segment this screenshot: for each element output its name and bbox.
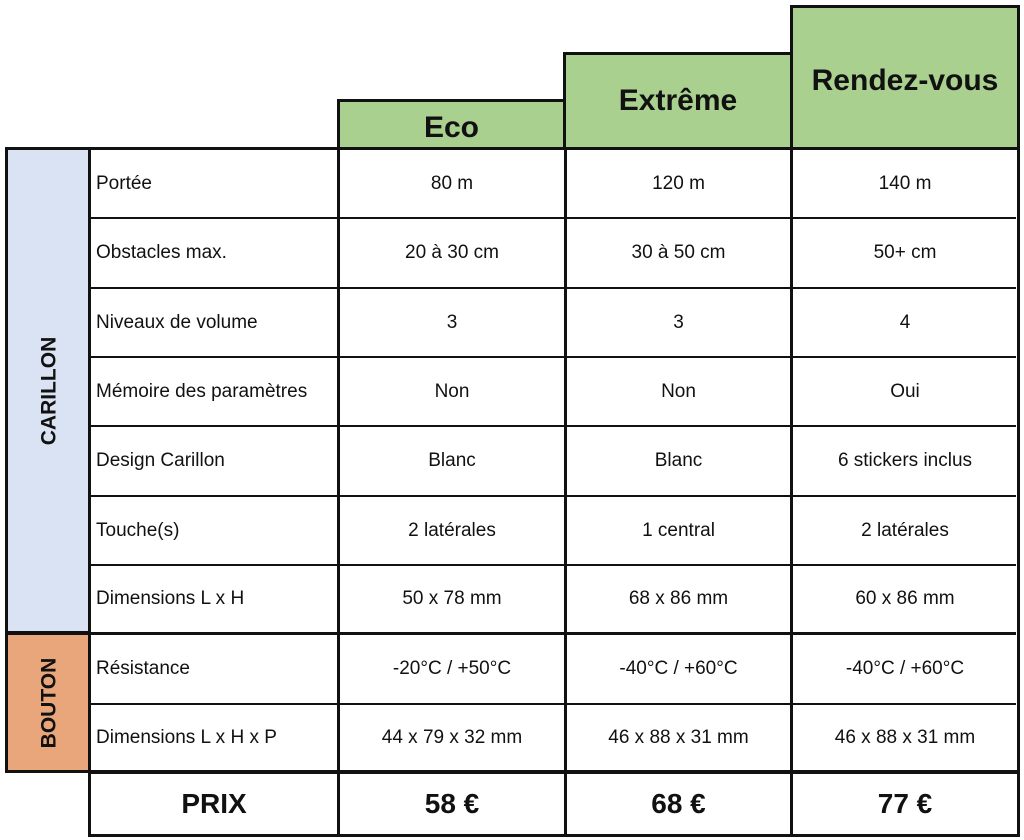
row-label: Portée xyxy=(96,172,152,194)
section-carillon-label: CARILLON xyxy=(37,336,61,445)
row-label: Mémoire des paramètres xyxy=(96,380,308,402)
column-header-eco xyxy=(337,99,566,150)
column-header-extreme-label: Extrême xyxy=(618,84,738,117)
eco-value: -20°C / +50°C xyxy=(392,658,512,679)
extreme-value: 46 x 88 x 31 mm xyxy=(608,727,749,748)
row-label: Obstacles max. xyxy=(96,242,227,263)
rendez-vous-value: 140 m xyxy=(878,172,932,194)
extreme-value: 120 m xyxy=(652,172,705,194)
eco-value: 80 m xyxy=(430,172,474,194)
rendez-vous-value: 60 x 86 mm xyxy=(855,588,955,609)
eco-value: 20 à 30 cm xyxy=(405,242,499,263)
row-label: Niveaux de volume xyxy=(96,311,258,333)
eco-value: 2 latérales xyxy=(408,519,496,541)
section-bouton xyxy=(5,632,91,773)
section-carillon xyxy=(5,147,91,634)
rendez-vous-value: 6 stickers inclus xyxy=(837,450,973,471)
extreme-value: Non xyxy=(661,380,696,402)
column-header-extreme xyxy=(563,52,793,150)
rendez-vous-value: 4 xyxy=(899,311,911,333)
extreme-value: 3 xyxy=(673,311,684,333)
eco-price: 58 € xyxy=(424,788,480,819)
extreme-value: -40°C / +60°C xyxy=(619,658,738,679)
rendez-vous-value: 50+ cm xyxy=(873,242,937,263)
price-label: PRIX xyxy=(181,788,247,819)
row-label: Touche(s) xyxy=(96,519,180,541)
row-label: Dimensions L x H xyxy=(96,588,245,609)
column-header-rendez-vous xyxy=(790,5,1020,150)
rendez-vous-value: 2 latérales xyxy=(861,519,949,541)
column-header-eco-label: Eco xyxy=(423,111,480,144)
row-label: Design Carillon xyxy=(96,450,225,471)
extreme-value: 68 x 86 mm xyxy=(628,588,729,609)
rendez-vous-value: 46 x 88 x 31 mm xyxy=(834,727,976,748)
extreme-value: 30 à 50 cm xyxy=(631,242,726,263)
extreme-price: 68 € xyxy=(651,788,706,819)
eco-value: 44 x 79 x 32 mm xyxy=(381,727,523,748)
eco-value: 50 x 78 mm xyxy=(402,588,502,609)
eco-value: Non xyxy=(434,380,470,402)
extreme-value: 1 central xyxy=(642,519,715,541)
section-bouton-label: BOUTON xyxy=(37,657,61,748)
rendez-vous-price: 77 € xyxy=(877,788,933,819)
rendez-vous-value: Oui xyxy=(890,380,920,402)
eco-value: 3 xyxy=(446,311,458,333)
extreme-value: Blanc xyxy=(654,450,703,471)
eco-value: Blanc xyxy=(428,450,476,471)
row-label: Dimensions L x H x P xyxy=(96,727,277,748)
row-label: Résistance xyxy=(96,658,190,679)
column-header-rendez-vous-label: Rendez-vous xyxy=(811,64,999,97)
rendez-vous-value: -40°C / +60°C xyxy=(845,658,965,679)
